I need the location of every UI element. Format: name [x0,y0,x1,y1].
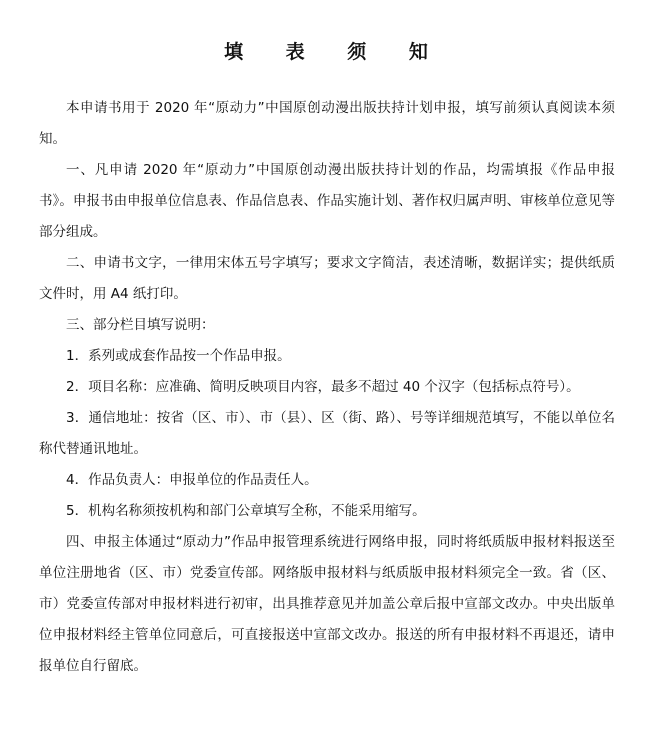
section-four-paragraph: 四、申报主体通过“原动力”作品申报管理系统进行网络申报，同时将纸质版申报材料报送至单位注册地省（区、市）党委宣传部。网络版申报材料与纸质版申报材料须完全一致。省（区、市）党委宣传部对申报材料进行初审，出具推荐意见并加盖公章后报中宣部文改办。中央出版单位申报材料经主管单位同意后，可直接报送中宣部文改办。报送的所有申报材料不再退还，请申报单位自行留底。 [39,534,615,674]
item-four-paragraph: 4．作品负责人：申报单位的作品责任人。 [66,472,318,488]
section-two-paragraph: 二、申请书文字，一律用宋体五号字填写；要求文字简洁，表述清晰，数据详实；提供纸质文件时，用 A4 纸打印。 [39,255,615,302]
section-one-paragraph: 一、凡申请 2020 年“原动力”中国原创动漫出版扶持计划的作品，均需填报《作品申报书》。申报书由申报单位信息表、作品信息表、作品实施计划、著作权归属声明、审核单位意见等部分组成。 [39,162,615,240]
intro-paragraph: 本申请书用于 2020 年“原动力”中国原创动漫出版扶持计划申报，填写前须认真阅读本须知。 [39,100,615,147]
item-one-paragraph: 1．系列或成套作品按一个作品申报。 [66,348,291,364]
item-three-paragraph: 3．通信地址：按省（区、市）、市（县）、区（街、路）、号等详细规范填写，不能以单位名称代替通讯地址。 [39,410,615,457]
item-five-paragraph: 5．机构名称须按机构和部门公章填写全称，不能采用缩写。 [66,503,426,519]
document-body [39,93,615,682]
item-two-paragraph: 2．项目名称：应准确、简明反映项目内容，最多不超过 40 个汉字（包括标点符号）。 [66,379,580,395]
section-three-heading: 三、部分栏目填写说明： [66,317,215,333]
document-title: 填 表 须 知 [224,41,446,63]
